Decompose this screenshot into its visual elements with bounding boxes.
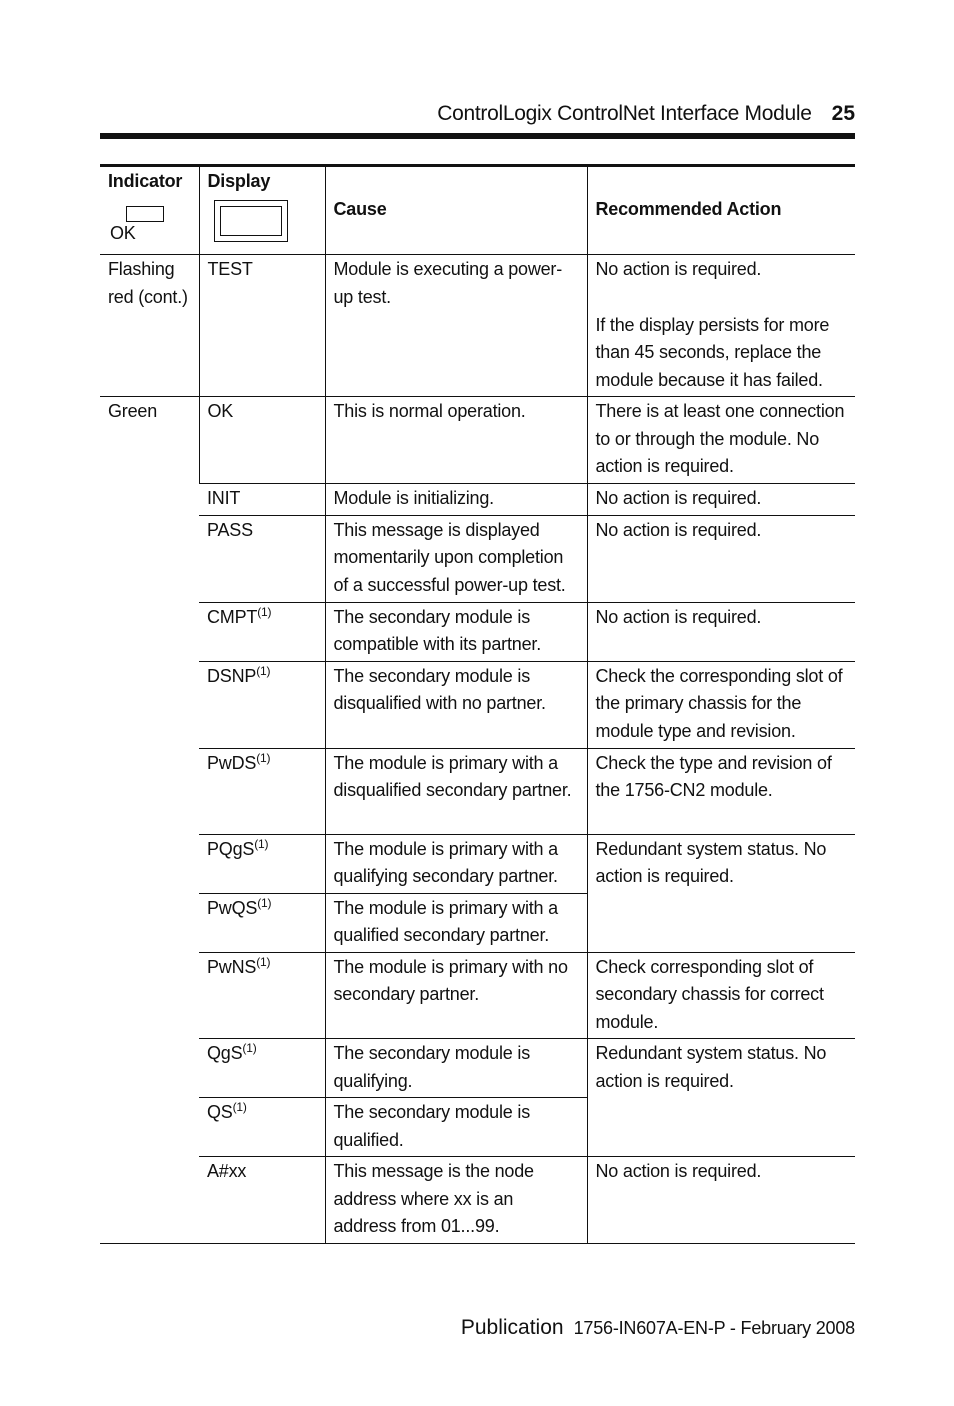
action-cell: There is at least one connection to or through the module. No action is required. bbox=[587, 397, 855, 484]
display-cell bbox=[199, 1039, 325, 1098]
indicator-cell: Flashing red (cont.) bbox=[100, 255, 199, 397]
table-header-row bbox=[100, 166, 855, 255]
display-code: PwQS bbox=[207, 897, 258, 918]
display-code: QS bbox=[207, 1102, 233, 1122]
display-cell: A#xx bbox=[199, 1157, 325, 1244]
display-cell: TEST bbox=[199, 255, 325, 397]
page-footer bbox=[100, 1316, 855, 1346]
action-text-2: If the display persists for more than 45 seconds, replace the module because it has failed. bbox=[595, 314, 830, 390]
display-code: PwNS bbox=[207, 956, 257, 977]
footnote-ref: (1) bbox=[254, 836, 269, 851]
table-row bbox=[100, 1039, 855, 1098]
display-code: CMPT bbox=[207, 606, 258, 627]
action-cell: No action is required. bbox=[587, 602, 855, 661]
display-cell bbox=[199, 748, 325, 834]
table-row bbox=[100, 1157, 855, 1244]
footnote-ref: (1) bbox=[257, 895, 272, 910]
header-display bbox=[199, 166, 325, 255]
table-row bbox=[100, 834, 855, 893]
publication-number: 1756-IN607A-EN-P - February 2008 bbox=[573, 1318, 855, 1338]
display-cell bbox=[199, 1098, 325, 1157]
led-indicator-icon bbox=[126, 206, 164, 222]
display-cell bbox=[199, 602, 325, 661]
header-action: Recommended Action bbox=[587, 166, 855, 255]
display-cell bbox=[199, 834, 325, 893]
publication-label: Publication bbox=[460, 1316, 564, 1339]
status-indicator-table bbox=[100, 164, 855, 1244]
header-indicator-label: Indicator bbox=[108, 171, 183, 191]
display-cell bbox=[199, 952, 325, 1039]
cause-cell: The module is primary with no secondary partner. bbox=[325, 952, 587, 1039]
footnote-ref: (1) bbox=[257, 604, 272, 619]
cause-cell: The module is primary with a qualified secondary partner. bbox=[325, 893, 587, 952]
cause-cell: The secondary module is disqualified with no partner. bbox=[325, 661, 587, 748]
display-cell: PASS bbox=[199, 515, 325, 602]
display-cell: INIT bbox=[199, 484, 325, 516]
header-rule bbox=[100, 133, 855, 139]
display-cell bbox=[199, 893, 325, 952]
table-row bbox=[100, 515, 855, 602]
table-row bbox=[100, 397, 855, 484]
action-cell: Check the corresponding slot of the primary chassis for the module type and revision. bbox=[587, 661, 855, 748]
header-indicator bbox=[100, 166, 199, 255]
cause-cell: This message is the node address where xx is an address from 01...99. bbox=[325, 1157, 587, 1244]
table-row bbox=[100, 484, 855, 516]
display-window-icon bbox=[214, 200, 288, 242]
display-code: QgS bbox=[207, 1043, 243, 1063]
page-header bbox=[100, 92, 855, 126]
header-cause: Cause bbox=[325, 166, 587, 255]
display-code: PQgS bbox=[207, 838, 255, 859]
table-row bbox=[100, 661, 855, 748]
cause-cell: The module is primary with a qualifying secondary partner. bbox=[325, 834, 587, 893]
table-row bbox=[100, 602, 855, 661]
cause-cell: This message is displayed momentarily upon completion of a successful power-up test. bbox=[325, 515, 587, 602]
action-cell: Redundant system status. No action is required. bbox=[587, 834, 855, 952]
display-code: DSNP bbox=[207, 665, 257, 686]
action-cell: No action is required. bbox=[587, 1157, 855, 1244]
footnote-ref: (1) bbox=[256, 663, 271, 678]
cause-cell: The secondary module is qualified. bbox=[325, 1098, 587, 1157]
display-cell bbox=[199, 661, 325, 748]
cause-cell: The secondary module is compatible with its partner. bbox=[325, 602, 587, 661]
table-row bbox=[100, 255, 855, 397]
action-cell: No action is required. bbox=[587, 484, 855, 516]
table-row bbox=[100, 748, 855, 834]
page-number: 25 bbox=[831, 102, 855, 125]
display-cell: OK bbox=[199, 397, 325, 484]
header-title: ControlLogix ControlNet Interface Module bbox=[437, 102, 812, 125]
cause-cell: Module is executing a power-up test. bbox=[325, 255, 587, 397]
cause-cell: The secondary module is qualifying. bbox=[325, 1039, 587, 1098]
action-text: No action is required. bbox=[595, 259, 762, 279]
table-row bbox=[100, 952, 855, 1039]
indicator-cell: Green bbox=[100, 397, 199, 1244]
footnote-ref: (1) bbox=[232, 1100, 247, 1114]
footnote-ref: (1) bbox=[256, 954, 271, 969]
footnote-ref: (1) bbox=[256, 750, 271, 765]
action-cell bbox=[587, 255, 855, 397]
action-cell: No action is required. bbox=[587, 515, 855, 602]
action-cell: Check the type and revision of the 1756-CN2 module. bbox=[587, 748, 855, 834]
header-indicator-sub: OK bbox=[110, 222, 136, 243]
footnote-ref: (1) bbox=[242, 1041, 257, 1055]
action-cell: Redundant system status. No action is required. bbox=[587, 1039, 855, 1157]
header-display-label: Display bbox=[207, 171, 271, 191]
cause-cell: The module is primary with a disqualified secondary partner. bbox=[325, 748, 587, 834]
cause-cell: Module is initializing. bbox=[325, 484, 587, 516]
action-cell: Check corresponding slot of secondary chassis for correct module. bbox=[587, 952, 855, 1039]
cause-cell: This is normal operation. bbox=[325, 397, 587, 484]
display-code: PwDS bbox=[207, 752, 257, 773]
